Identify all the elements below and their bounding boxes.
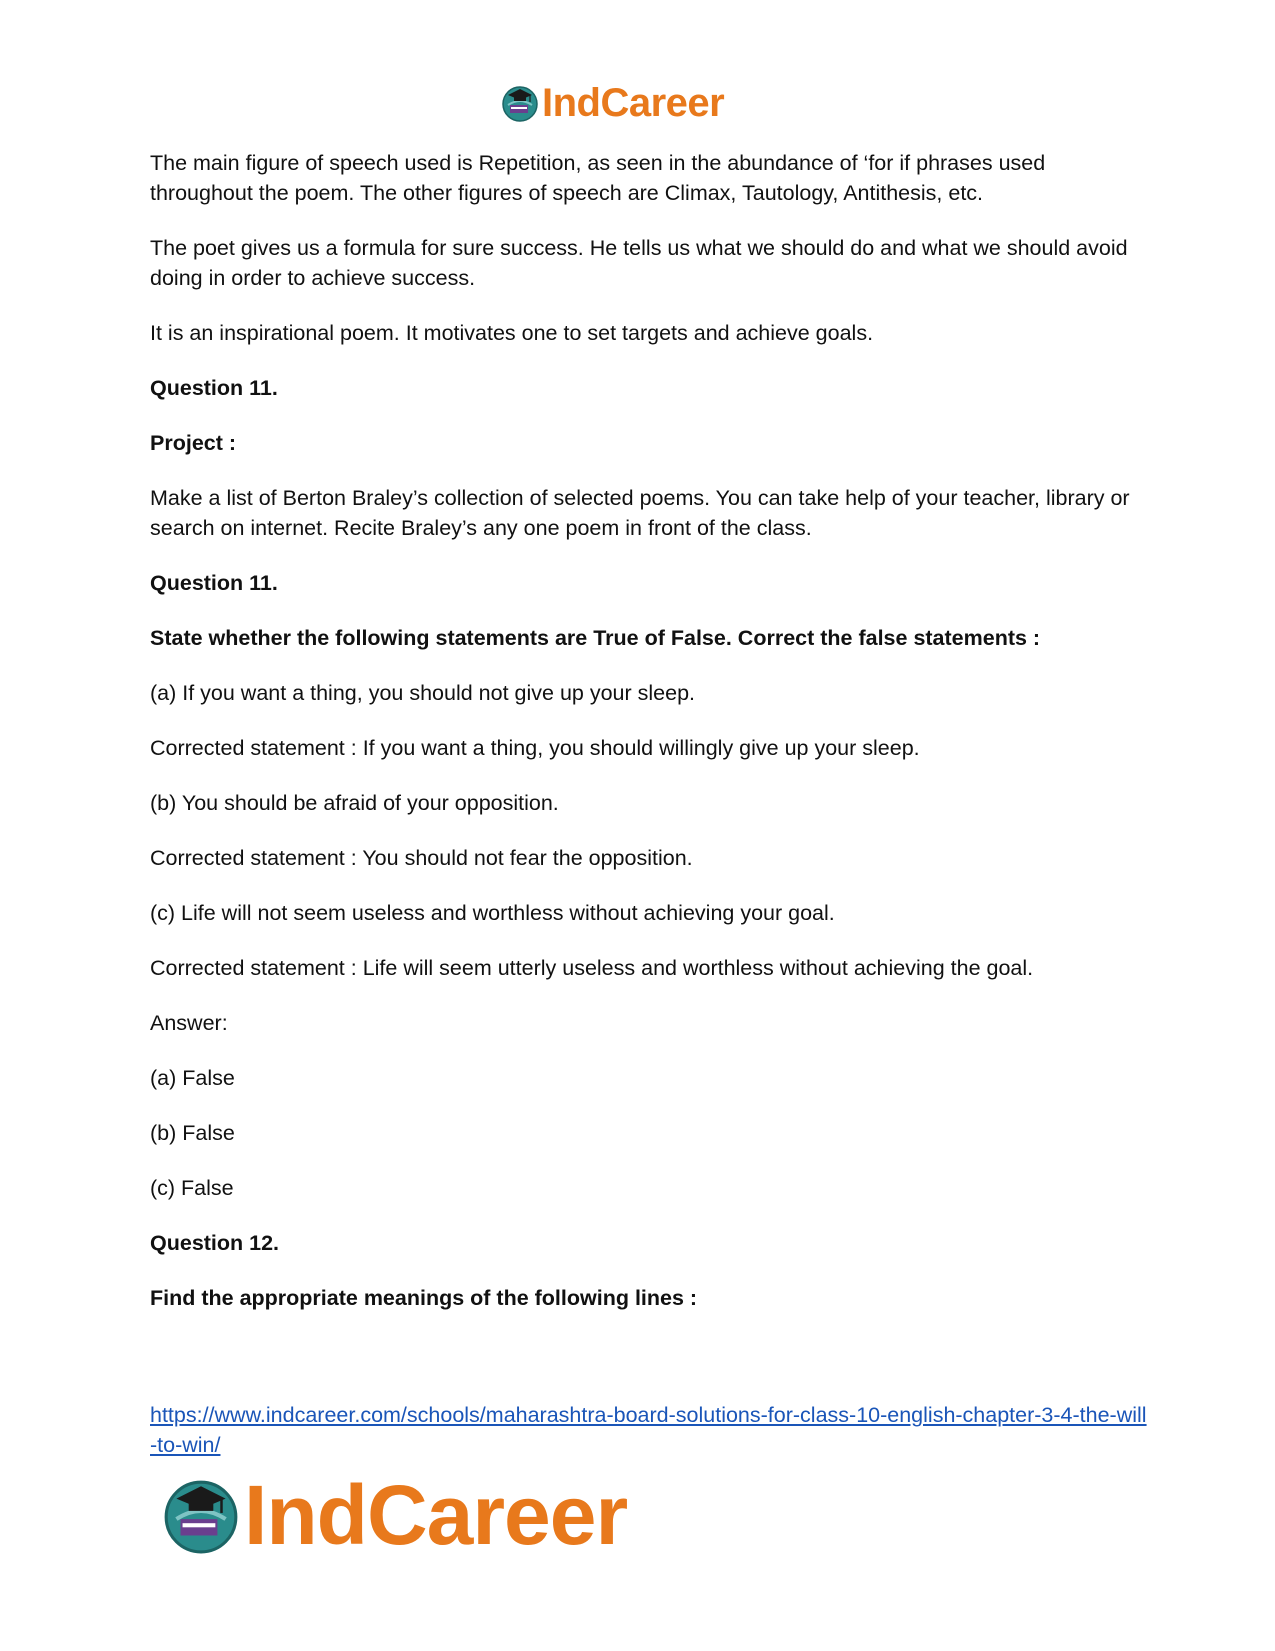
body-paragraph: Corrected statement : If you want a thing, you should willingly give up your sleep.: [150, 736, 920, 760]
graduation-globe-icon: [500, 83, 540, 123]
heading-paragraph: State whether the following statements are True of False. Correct the false statements :: [150, 626, 1041, 650]
footer-brand-name: IndCareer: [244, 1468, 628, 1562]
body-paragraph: It is an inspirational poem. It motivates one to set targets and achieve goals.: [150, 321, 874, 345]
body-paragraph: Make a list of Berton Braley’s collection of selected poems. You can take help of your teacher, library or search on internet. Recite Braley’s any one poem in front of the class.: [150, 486, 1130, 540]
heading-paragraph: Project :: [150, 431, 237, 455]
body-paragraph: (c) Life will not seem useless and worthless without achieving your goal.: [150, 901, 835, 925]
body-paragraph: Answer:: [150, 1011, 228, 1035]
body-paragraph: Corrected statement : You should not fear the opposition.: [150, 846, 693, 870]
header-logo: [500, 80, 724, 126]
brand-name: IndCareer: [542, 81, 725, 125]
body-paragraph: (b) You should be afraid of your opposition.: [150, 791, 559, 815]
body-paragraph: (a) If you want a thing, you should not give up your sleep.: [150, 681, 695, 705]
body-paragraph: (b) False: [150, 1121, 235, 1145]
footer-logo: [160, 1470, 627, 1560]
heading-paragraph: Question 11.: [150, 376, 278, 400]
body-paragraph: The main figure of speech used is Repetition, as seen in the abundance of ‘for if phrases used throughout the poem. The other figures of speech are Climax, Tautology, Antithesis, etc.: [150, 151, 1046, 205]
source-link-block: [150, 1400, 1150, 1460]
document-body: [150, 148, 1130, 1338]
body-paragraph: (c) False: [150, 1176, 234, 1200]
body-paragraph: Corrected statement : Life will seem utterly useless and worthless without achieving the goal.: [150, 956, 1034, 980]
body-paragraph: The poet gives us a formula for sure success. He tells us what we should do and what we should avoid doing in order to achieve success.: [150, 236, 1128, 290]
source-link[interactable]: https://www.indcareer.com/schools/maharashtra-board-solutions-for-class-10-english-chapter-3-4-the-will-to-win/: [150, 1403, 1147, 1457]
heading-paragraph: Question 11.: [150, 571, 278, 595]
graduation-globe-icon: [160, 1474, 242, 1556]
heading-paragraph: Question 12.: [150, 1231, 280, 1255]
body-paragraph: (a) False: [150, 1066, 235, 1090]
heading-paragraph: Find the appropriate meanings of the following lines :: [150, 1286, 698, 1310]
